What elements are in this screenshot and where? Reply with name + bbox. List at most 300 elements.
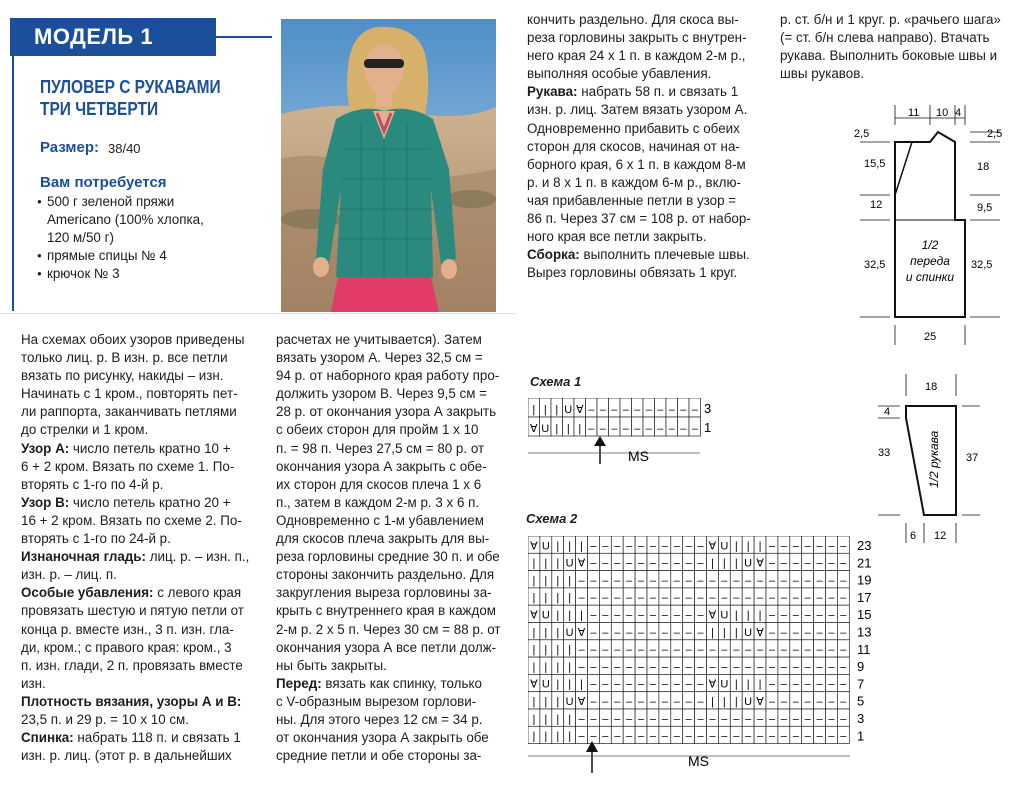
chart-symbol: – xyxy=(733,644,740,657)
chart-symbol: – xyxy=(816,678,823,691)
chart-symbol: – xyxy=(602,730,609,743)
chart-symbol: U xyxy=(744,626,753,639)
chart-symbol: – xyxy=(709,574,716,587)
chart-symbol: – xyxy=(626,540,633,553)
text-line: Спинка: набрать 118 п. и связать 1 xyxy=(21,730,241,746)
chart-symbol: – xyxy=(840,592,847,605)
chart-symbol: – xyxy=(637,540,645,553)
scheme1-grid xyxy=(528,398,701,436)
chart-symbol: – xyxy=(602,557,609,570)
chart-symbol: – xyxy=(611,423,618,435)
chart-symbol: | xyxy=(532,592,536,605)
chart-symbol: – xyxy=(792,592,799,605)
chart-symbol: – xyxy=(673,609,680,622)
chart-symbol: – xyxy=(637,678,645,691)
chart-symbol: | xyxy=(543,404,547,416)
chart-symbol: | xyxy=(544,557,548,570)
chart-symbol: – xyxy=(780,609,787,622)
chart-symbol: | xyxy=(734,540,738,553)
chart-symbol: – xyxy=(645,404,652,416)
chart-symbol: ∀ xyxy=(577,696,586,708)
chart-symbol: – xyxy=(578,730,585,743)
chart-symbol: – xyxy=(626,644,633,657)
materials-item: 120 м/50 г) xyxy=(47,230,114,245)
text-line: (= ст. б/н слева направо). Втачать xyxy=(780,30,990,46)
chart-symbol: – xyxy=(626,574,633,587)
chart-symbol: – xyxy=(828,713,835,726)
chart-symbol: – xyxy=(733,713,740,726)
chart-symbol: | xyxy=(532,730,536,743)
chart-symbol: ∀ xyxy=(577,557,586,570)
text-line: Особые убавления: с левого края xyxy=(21,585,242,601)
dim-left: 12 xyxy=(870,199,883,211)
chart-symbol: – xyxy=(657,404,664,416)
chart-symbol: U xyxy=(541,540,550,553)
chart-symbol: | xyxy=(568,713,572,726)
chart-symbol: – xyxy=(697,696,704,708)
chart-symbol: – xyxy=(697,661,704,674)
chart-symbol: – xyxy=(578,592,585,605)
text-line: Изнаночная гладь: лиц. р. – изн. п., xyxy=(21,549,250,565)
chart-symbol: ∀ xyxy=(577,626,586,639)
chart-symbol: – xyxy=(626,609,633,622)
chart-symbol: | xyxy=(746,678,750,691)
chart-symbol: – xyxy=(661,678,668,691)
chart-symbol: – xyxy=(709,730,716,743)
text-line: ны. Для этого через 12 см = 34 р. xyxy=(276,711,483,727)
chart-symbol: | xyxy=(544,730,548,743)
text-line: 6 + 2 кром. Вязать по схеме 1. По- xyxy=(21,458,235,474)
chart-symbol: | xyxy=(544,574,548,587)
chart-symbol: | xyxy=(532,696,536,708)
text-line: ди, кром.; с правого края: кром., 3 xyxy=(21,639,232,655)
chart-symbol: – xyxy=(637,574,645,587)
chart-symbol: – xyxy=(649,661,657,674)
chart-symbol: ∀ xyxy=(756,696,764,708)
chart-symbol: | xyxy=(556,696,560,708)
materials-list xyxy=(37,193,237,283)
chart-symbol: ∀ xyxy=(756,557,764,570)
dim-right: 9,5 xyxy=(977,202,993,214)
chart-symbol: – xyxy=(780,540,787,553)
text-line: от окончания узора А закрыть обе xyxy=(276,730,489,746)
scheme2-row-label: 13 xyxy=(857,624,872,640)
chart-symbol: – xyxy=(697,592,704,605)
chart-symbol: – xyxy=(804,644,811,657)
chart-symbol: – xyxy=(590,644,597,657)
chart-symbol: – xyxy=(828,661,835,674)
chart-symbol: ∀ xyxy=(529,423,538,435)
chart-symbol: – xyxy=(780,644,787,657)
scheme2-chart xyxy=(528,536,878,776)
chart-symbol: – xyxy=(792,678,799,691)
chart-symbol: – xyxy=(816,661,823,674)
text-line: вязать узором А. Через 32,5 см = xyxy=(276,350,483,366)
chart-symbol: | xyxy=(734,609,738,622)
text-line: рукава. Выполнить боковые швы и xyxy=(780,48,998,64)
chart-symbol: – xyxy=(804,557,811,570)
chart-symbol: ∀ xyxy=(708,540,717,553)
chart-symbol: – xyxy=(614,540,621,553)
materials-heading: Вам потребуется xyxy=(40,174,167,191)
scheme1-row-label: 3 xyxy=(704,401,712,416)
chart-symbol: – xyxy=(804,678,811,691)
chart-symbol: – xyxy=(840,557,847,570)
model-photo xyxy=(281,19,496,312)
chart-symbol: – xyxy=(657,423,664,435)
chart-symbol: – xyxy=(680,423,687,435)
chart-symbol: – xyxy=(840,644,847,657)
chart-symbol: – xyxy=(816,609,823,622)
chart-symbol: – xyxy=(768,592,776,605)
chart-symbol: – xyxy=(792,540,799,553)
chart-symbol: | xyxy=(711,557,714,570)
chart-symbol: – xyxy=(745,661,752,674)
text-line: изн. xyxy=(21,675,46,691)
chart-symbol: – xyxy=(768,678,776,691)
chart-symbol: – xyxy=(709,592,716,605)
text-line: ли раппорта, заканчивать петлями xyxy=(21,404,237,420)
chart-symbol: – xyxy=(840,678,847,691)
chart-symbol: – xyxy=(840,661,847,674)
chart-symbol: – xyxy=(673,713,680,726)
chart-symbol: – xyxy=(804,609,811,622)
chart-symbol: – xyxy=(768,661,776,674)
chart-symbol: – xyxy=(637,644,645,657)
chart-symbol: – xyxy=(614,574,621,587)
chart-symbol: – xyxy=(637,592,645,605)
chart-symbol: – xyxy=(614,626,621,639)
chart-symbol: – xyxy=(649,557,657,570)
chart-symbol: – xyxy=(614,644,621,657)
scheme2-caption: Схема 2 xyxy=(526,511,578,526)
chart-symbol: – xyxy=(599,423,606,435)
chart-symbol: – xyxy=(668,423,675,435)
chart-symbol: | xyxy=(532,644,536,657)
chart-symbol: – xyxy=(828,557,835,570)
chart-symbol: – xyxy=(626,592,633,605)
scheme2-row-label: 1 xyxy=(857,728,865,744)
section-heading: Узор В: xyxy=(21,494,70,510)
chart-symbol: – xyxy=(661,696,668,708)
chart-symbol: | xyxy=(532,404,536,416)
chart-symbol: – xyxy=(780,592,787,605)
chart-symbol: – xyxy=(792,609,799,622)
chart-symbol: – xyxy=(697,609,704,622)
chart-symbol: ∀ xyxy=(756,626,764,639)
chart-symbol: – xyxy=(697,730,704,743)
chart-symbol: – xyxy=(768,574,776,587)
chart-symbol: | xyxy=(556,678,560,691)
chart-symbol: – xyxy=(602,644,609,657)
chart-symbol: U xyxy=(744,557,753,570)
chart-symbol: | xyxy=(556,626,560,639)
section-heading: Перед: xyxy=(276,675,322,691)
text-line: стороны закончить раздельно. Для xyxy=(276,567,495,583)
chart-symbol: – xyxy=(697,574,704,587)
text-line: 86 п. Через 37 см = 108 р. от набор- xyxy=(527,211,751,227)
chart-symbol: – xyxy=(816,540,823,553)
section-heading: Изнаночная гладь: xyxy=(21,549,146,565)
chart-symbol: U xyxy=(564,404,573,416)
text-line: окончания узора А закрыть с обе- xyxy=(276,458,487,474)
chart-symbol: – xyxy=(768,557,776,570)
text-line: Сборка: выполнить плечевые швы. xyxy=(527,247,750,263)
chart-symbol: | xyxy=(568,661,572,674)
chart-symbol: – xyxy=(685,661,692,674)
sleeve-pattern-diagram xyxy=(870,370,1010,550)
text-line: р. и 8 х 1 п. в каждом 6-м р., вклю- xyxy=(527,174,741,190)
chart-symbol: – xyxy=(697,713,704,726)
text-line: 94 р. от наборного края работу про- xyxy=(276,368,500,384)
chart-symbol: U xyxy=(720,609,729,622)
chart-symbol: – xyxy=(649,609,657,622)
text-line: него края 24 х 1 п. в каждом 2-м р., xyxy=(527,48,746,64)
scheme2-row-label: 17 xyxy=(857,589,872,605)
chart-symbol: – xyxy=(733,730,740,743)
chart-symbol: – xyxy=(816,574,823,587)
chart-symbol: – xyxy=(685,678,692,691)
chart-symbol: – xyxy=(792,557,799,570)
chart-symbol: – xyxy=(685,574,692,587)
chart-symbol: – xyxy=(840,540,847,553)
sleeve-dim-bottom: 6 xyxy=(910,530,917,542)
chart-symbol: – xyxy=(626,661,633,674)
chart-symbol: – xyxy=(685,730,692,743)
body-label-line-1: 1/2 xyxy=(921,238,939,252)
chart-symbol: – xyxy=(673,730,680,743)
chart-symbol: – xyxy=(578,644,585,657)
chart-symbol: | xyxy=(722,557,726,570)
chart-symbol: – xyxy=(685,557,692,570)
chart-symbol: – xyxy=(637,730,645,743)
chart-symbol: | xyxy=(568,540,572,553)
chart-symbol: – xyxy=(614,609,621,622)
text-column-2 xyxy=(276,331,508,765)
chart-symbol: – xyxy=(792,713,799,726)
chart-symbol: – xyxy=(649,713,657,726)
chart-symbol: – xyxy=(804,661,811,674)
chart-symbol: – xyxy=(792,626,799,639)
chart-symbol: | xyxy=(566,423,570,435)
model-badge: МОДЕЛЬ 1 xyxy=(10,18,216,56)
text-line: Одновременно прибавить с обеих xyxy=(527,120,740,136)
text-line: выполняя особые убавления. xyxy=(527,66,712,82)
text-line: швы рукавов. xyxy=(780,66,865,82)
chart-symbol: | xyxy=(556,540,560,553)
chart-symbol: | xyxy=(580,540,583,553)
size-label: Размер: xyxy=(40,139,100,156)
body-label-line-2: переда xyxy=(910,254,950,268)
text-line: реза горловины средние 30 п. и обе xyxy=(276,549,500,565)
chart-symbol: – xyxy=(637,661,645,674)
chart-symbol: – xyxy=(673,644,680,657)
scheme2-grid xyxy=(528,536,849,744)
chart-symbol: – xyxy=(685,644,692,657)
text-line: борного края, 6 х 1 п. в каждом 8-м xyxy=(527,156,746,172)
header-side-rule xyxy=(12,56,14,311)
chart-symbol: – xyxy=(768,644,776,657)
chart-symbol: – xyxy=(768,540,776,553)
chart-symbol: | xyxy=(722,626,726,639)
chart-symbol: – xyxy=(590,678,597,691)
chart-symbol: – xyxy=(661,730,668,743)
chart-symbol: U xyxy=(565,557,574,570)
sleeve-dim-top: 18 xyxy=(925,381,938,393)
title-line-1: ПУЛОВЕР С РУКАВАМИ xyxy=(40,77,221,97)
chart-symbol: – xyxy=(649,678,657,691)
chart-symbol: – xyxy=(804,626,811,639)
materials-item: ● прямые спицы № 4 xyxy=(37,247,237,265)
chart-symbol: | xyxy=(544,592,548,605)
scheme1-ms-label: MS xyxy=(628,448,649,464)
chart-symbol: – xyxy=(590,609,597,622)
chart-symbol: | xyxy=(556,644,560,657)
chart-symbol: | xyxy=(532,626,536,639)
chart-symbol: – xyxy=(637,696,645,708)
chart-symbol: – xyxy=(599,404,606,416)
chart-symbol: – xyxy=(673,678,680,691)
chart-symbol: – xyxy=(602,592,609,605)
chart-symbol: ∀ xyxy=(575,404,584,416)
chart-symbol: – xyxy=(673,626,680,639)
chart-symbol: – xyxy=(578,661,585,674)
text-line: Одновременно с 1-м убавлением xyxy=(276,512,484,528)
section-heading: Рукава: xyxy=(527,84,578,100)
scheme2-row-labels xyxy=(857,538,871,743)
chart-symbol: – xyxy=(685,592,692,605)
chart-symbol: – xyxy=(768,713,776,726)
text-line: 2-м р. 2 х 5 п. Через 30 см = 88 р. от xyxy=(276,621,501,637)
chart-symbol: – xyxy=(780,678,787,691)
scheme1-row-label: 1 xyxy=(704,420,712,435)
text-line xyxy=(21,693,253,711)
chart-symbol: | xyxy=(556,730,560,743)
text-line: Начинать с 1 кром., повторять пет- xyxy=(21,386,238,402)
text-column-4 xyxy=(780,11,1010,83)
chart-symbol: – xyxy=(721,592,728,605)
chart-symbol: | xyxy=(578,423,582,435)
scheme2-row-label: 11 xyxy=(857,641,871,657)
scheme2-row-label: 23 xyxy=(857,538,872,553)
chart-symbol: – xyxy=(614,678,621,691)
text-line: для скосов плеча закрыть для вы- xyxy=(276,531,490,547)
section-divider xyxy=(0,313,515,314)
chart-symbol: – xyxy=(602,661,609,674)
text-line: изн. р. – лиц. п. xyxy=(21,567,117,583)
scheme1-caption: Схема 1 xyxy=(530,374,582,389)
section-heading: Сборка: xyxy=(527,247,580,263)
text-line: кончить раздельно. Для скоса вы- xyxy=(527,12,739,27)
section-heading: Спинка: xyxy=(21,730,74,746)
chart-symbol: – xyxy=(637,609,645,622)
chart-symbol: – xyxy=(792,644,799,657)
chart-symbol: – xyxy=(649,730,657,743)
chart-symbol: – xyxy=(626,696,633,708)
chart-symbol: | xyxy=(532,661,536,674)
chart-symbol: – xyxy=(649,540,657,553)
text-line: вязать по рисунку, накиды – изн. xyxy=(21,368,224,384)
chart-symbol: – xyxy=(804,592,811,605)
chart-symbol: – xyxy=(792,730,799,743)
chart-symbol: – xyxy=(780,696,787,708)
chart-symbol: – xyxy=(661,644,668,657)
chart-symbol: | xyxy=(746,540,750,553)
chart-symbol: – xyxy=(602,574,609,587)
chart-symbol: | xyxy=(734,626,738,639)
chart-symbol: – xyxy=(649,626,657,639)
dim-left: 2,5 xyxy=(854,128,870,140)
chart-symbol: – xyxy=(590,626,597,639)
dim-right: 32,5 xyxy=(971,259,993,271)
text-line: 16 + 2 кром. Вязать по схеме 2. По- xyxy=(21,512,242,528)
dim-left: 32,5 xyxy=(864,259,886,271)
scheme2-row-label: 9 xyxy=(857,659,865,675)
chart-symbol: – xyxy=(661,609,668,622)
chart-symbol: – xyxy=(634,423,641,435)
chart-symbol: – xyxy=(637,713,645,726)
chart-symbol: – xyxy=(745,730,752,743)
chart-symbol: | xyxy=(556,609,560,622)
header-rule xyxy=(216,36,272,38)
chart-symbol: – xyxy=(792,661,799,674)
chart-symbol: – xyxy=(691,404,698,416)
dim-right: 18 xyxy=(977,161,990,173)
text-line: п. изн. глади, 2 п. провязать вместе xyxy=(21,657,243,673)
chart-symbol: – xyxy=(673,696,680,708)
chart-symbol: – xyxy=(673,540,680,553)
chart-symbol: | xyxy=(758,678,762,691)
chart-symbol: | xyxy=(568,678,572,691)
chart-symbol: U xyxy=(565,626,574,639)
chart-symbol: – xyxy=(626,626,633,639)
chart-symbol: – xyxy=(622,404,629,416)
chart-symbol: – xyxy=(602,609,609,622)
text-line: Рукава: набрать 58 п. и связать 1 xyxy=(527,84,739,100)
text-line: Узор А: число петель кратно 10 + xyxy=(21,440,231,456)
chart-symbol: – xyxy=(661,626,668,639)
chart-symbol: – xyxy=(649,644,657,657)
text-line: крыть с внутреннего края в каждом xyxy=(276,603,496,619)
dim-top: 11 xyxy=(908,107,920,119)
section-heading: Плотность вязания, узоры А и В: xyxy=(21,693,242,709)
scheme2-row-label: 19 xyxy=(857,572,872,588)
chart-symbol: U xyxy=(541,423,550,435)
chart-symbol: – xyxy=(614,696,621,708)
dim-right: 2,5 xyxy=(987,128,1003,140)
chart-symbol: – xyxy=(792,574,799,587)
chart-symbol: | xyxy=(556,713,560,726)
chart-symbol: U xyxy=(541,678,550,691)
chart-symbol: – xyxy=(590,540,597,553)
chart-symbol: | xyxy=(532,574,536,587)
text-line: средние петли и обе стороны за- xyxy=(276,748,482,764)
chart-symbol: ∀ xyxy=(708,609,717,622)
chart-symbol: – xyxy=(828,626,835,639)
text-line: вторять с 1-го по 24-й р. xyxy=(21,531,171,547)
text-line: вторять с 1-го по 4-й р. xyxy=(21,476,164,492)
chart-symbol: | xyxy=(568,730,572,743)
chart-symbol: – xyxy=(816,557,823,570)
chart-symbol: | xyxy=(532,713,536,726)
chart-symbol: – xyxy=(840,696,847,708)
pattern-title xyxy=(40,76,238,120)
chart-symbol: | xyxy=(711,696,714,708)
chart-symbol: – xyxy=(673,557,680,570)
chart-symbol: – xyxy=(661,557,668,570)
chart-symbol: – xyxy=(680,404,687,416)
text-line: р. ст. б/н и 1 круг. р. «рачьего шага» xyxy=(780,12,1001,27)
